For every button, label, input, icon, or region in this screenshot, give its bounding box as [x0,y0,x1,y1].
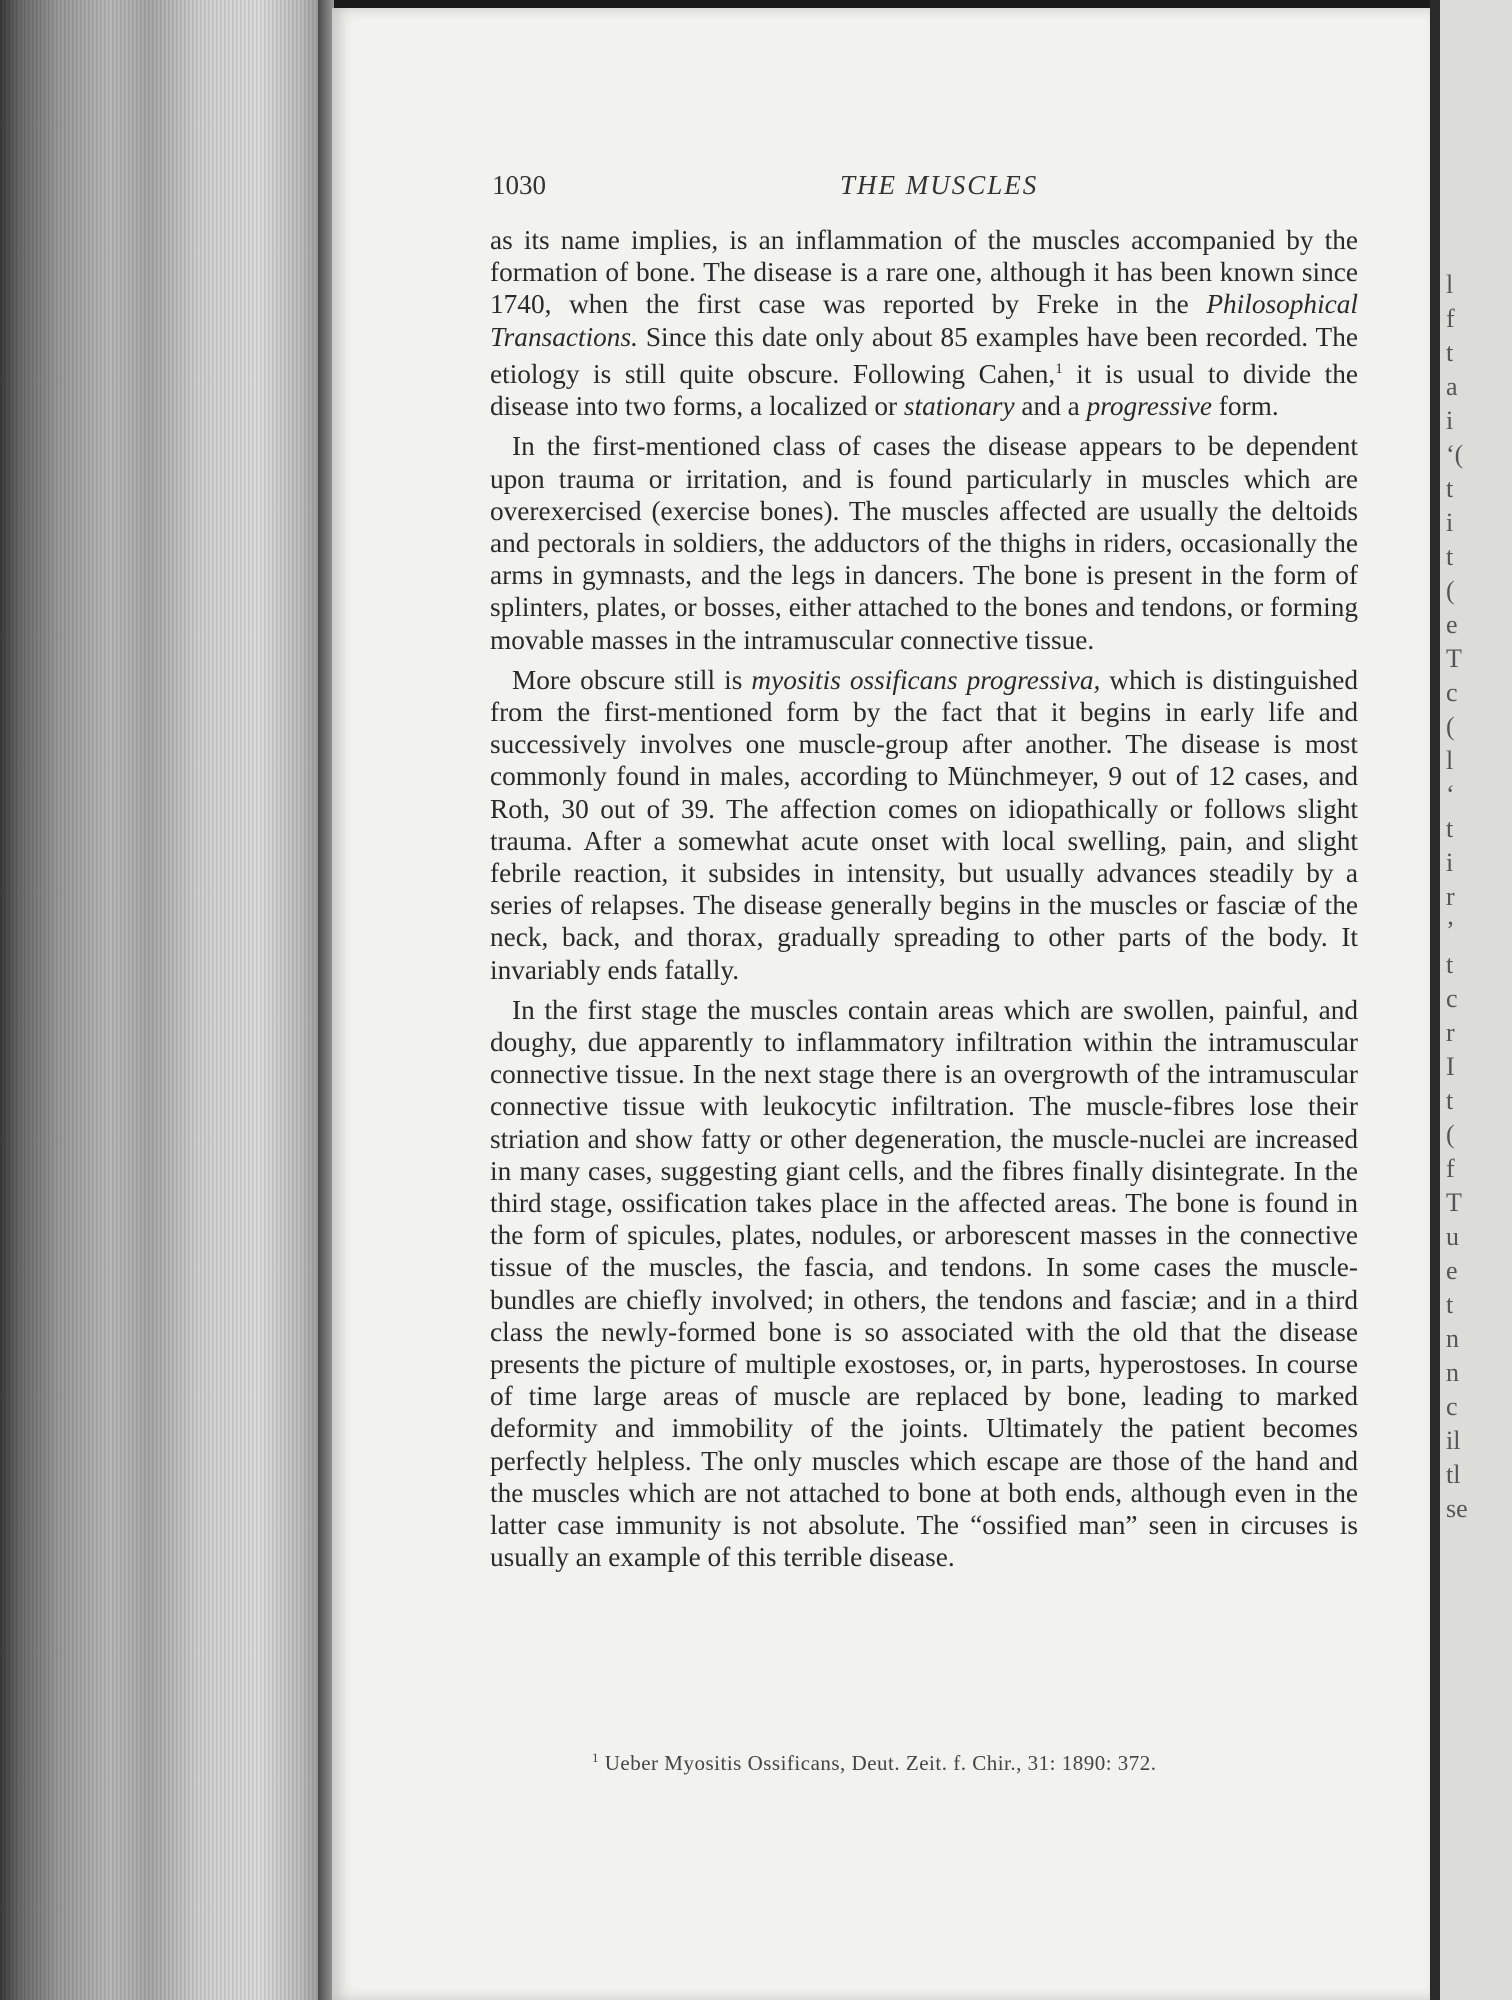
adjacent-page-fragment: ( [1446,712,1455,741]
adjacent-page-fragment: l [1446,746,1454,775]
running-header [492,170,1362,210]
text-run: it is usual to divide the disease into two forms, a localized or [490,358,1359,422]
italic-text: myositis ossificans progressiva, [751,664,1101,695]
text-run: In the first stage the muscles contain areas which are swollen, painful, and doughy, due apparently to inflammatory infiltration within the intramuscular connective tissue. In the next stage there is an overgrowth of the intramuscular connective tissue with leukocytic infiltration. The muscle-fibres lose their striation and show fatty or other degeneration, the muscle-nuclei are increased in many cases, suggesting giant cells, and the fibres finally disintegrate. In the third stage, ossification takes place in the affected areas. The bone is found in the form of spicules, plates, nodules, or arborescent masses in the connective tissue of the muscles, the fascia, and tendons. In some cases the muscle-bundles are chiefly involved; in others, the tendons and fasciæ; and in a third class the newly-formed bone is so associated with the old that the disease presents the picture of multiple exostoses, or, in parts, hyperostoses. In course of time large areas of muscle are replaced by bone, leading to marked deformity and immobility of the joints. Ultimately the patient becomes perfectly helpless. The only muscles which escape are those of the hand and the muscles which are not attached to bone at both ends, although even in the latter case immunity is not absolute. The “ossified man” seen in circuses is usually an example of this terrible disease. [490,994,1358,1573]
adjacent-page-fragment: ( [1446,576,1455,605]
adjacent-page-strip [1430,0,1512,2000]
paragraph [490,664,1358,986]
italic-text: progressive [1086,391,1212,422]
italic-text: stationary [903,391,1015,422]
adjacent-page-fragment: i [1446,848,1454,877]
footnote [592,1750,1292,1776]
adjacent-page-fragment: tl [1446,1460,1461,1489]
adjacent-page-fragment: T [1446,644,1462,673]
adjacent-page-fragment: t [1446,1290,1454,1319]
footnote-ref: 1 [1055,360,1063,377]
adjacent-page-fragment: f [1446,1154,1455,1183]
paragraph [490,994,1358,1574]
adjacent-page-fragment: I [1446,1052,1455,1081]
adjacent-page-fragment: u [1446,1222,1459,1251]
adjacent-page-fragment: c [1446,1392,1458,1421]
paragraph [490,224,1358,422]
text-run: More obscure still is [512,664,752,695]
adjacent-page-fragment: ‘ [1446,780,1455,809]
footnote-marker: 1 [592,1750,599,1765]
adjacent-page-fragment: r [1446,1018,1455,1047]
adjacent-page-fragment: ( [1446,1120,1455,1149]
footnote-text: Ueber Myositis Ossificans, Deut. Zeit. f. Chir., 31: 1890: 372. [599,1751,1157,1775]
adjacent-page-fragment: T [1446,1188,1462,1217]
adjacent-page-fragment: n [1446,1324,1459,1353]
book-page-edges [0,0,330,2000]
adjacent-page-fragment: e [1446,610,1458,639]
adjacent-page-fragment: t [1446,1086,1454,1115]
text-run: Since this date only about 85 examples have been recorded. The etiology is still quite obscure. Following Cahen, [490,321,1358,389]
adjacent-page-fragment: i [1446,406,1454,435]
adjacent-page-fragment: a [1446,372,1458,401]
adjacent-page-fragment: c [1446,984,1458,1013]
italic-text: Philosophical Transactions. [490,289,1358,352]
adjacent-page-fragment: t [1446,814,1454,843]
running-title: THE MUSCLES [840,170,1039,200]
adjacent-page-fragment: t [1446,542,1454,571]
adjacent-page-fragment: i [1446,508,1454,537]
text-run: and a [1014,391,1087,422]
body-text [490,224,1358,1573]
adjacent-page-fragment: t [1446,338,1454,367]
text-run: as its name implies, is an inflammation of the muscles accompanied by the formation of bone. The disease is a rare one, although it has been known since 1740, when the first case was reported by Freke in the [490,225,1358,320]
adjacent-page-fragment: ‘( [1446,440,1464,469]
adjacent-page-fragment: t [1446,474,1454,503]
adjacent-page-fragment: c [1446,678,1458,707]
adjacent-page-fragment: e [1446,1256,1458,1285]
page-number: 1030 [492,170,546,200]
adjacent-page-fragment: ’ [1446,916,1455,945]
text-run: form. [1211,391,1279,422]
paragraph [490,430,1358,655]
adjacent-page-fragment: t [1446,950,1454,979]
text-run: In the first-mentioned class of cases the disease appears to be dependent upon trauma or irritation, and is found particularly in muscles which are overexercised (exercise bones). The muscles affected are usually the deltoids and pectorals in soldiers, the adductors of the thighs in riders, occasionally the arms in gymnasts, and the legs in dancers. The bone is present in the form of splinters, plates, or bosses, either attached to the bones and tendons, or forming movable masses in the intramuscular connective tissue. [490,431,1358,655]
adjacent-page-fragment: n [1446,1358,1459,1387]
text-run: which is distinguished from the first-mentioned form by the fact that it begins in early life and successively involves one muscle-group after another. The disease is most commonly found in males, according to Münchmeyer, 9 out of 12 cases, and Roth, 30 out of 39. The affection comes on idiopathically or follows slight trauma. After a somewhat acute onset with local swelling, pain, and slight febrile reaction, it subsides in intensity, but usually advances steadily by a series of relapses. The disease generally begins in the muscles or fasciæ of the neck, back, and thorax, gradually spreading to other parts of the body. It invariably ends fatally. [490,664,1358,985]
adjacent-page-fragment: r [1446,882,1455,911]
adjacent-page-fragment: l [1446,270,1454,299]
adjacent-page-fragment: f [1446,304,1455,333]
adjacent-page-fragment: se [1446,1494,1468,1523]
adjacent-page-fragment: il [1446,1426,1461,1455]
